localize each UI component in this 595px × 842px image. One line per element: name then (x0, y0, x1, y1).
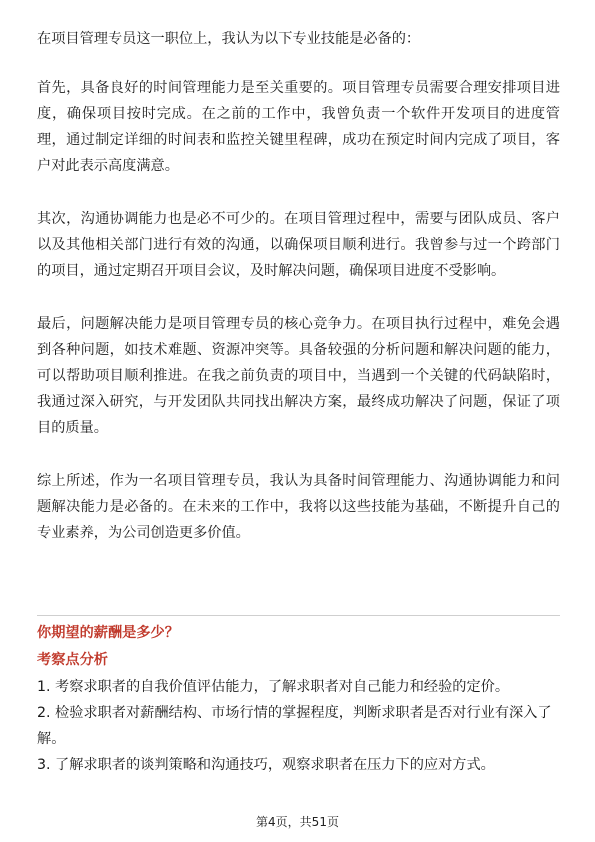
question-section (37, 621, 560, 778)
analysis-heading: 考察点分析 (37, 652, 108, 668)
paragraph-communication: 其次，沟通协调能力也是必不可少的。在项目管理过程中，需要与团队成员、客户以及其他相关部门进行有效的沟通，以确保项目顺利进行。我曾参与过一个跨部门的项目，通过定期召开项目会议，及时解决问题，确保项目进度不受影响。 (37, 211, 560, 279)
question-heading: 你期望的薪酬是多少？ (37, 625, 179, 641)
paragraph-time-management: 首先，具备良好的时间管理能力是至关重要的。项目管理专员需要合理安排项目进度，确保项目按时完成。在之前的工作中，我曾负责一个软件开发项目的进度管理，通过制定详细的时间表和监控关键里程碑，成功在预定时间内完成了项目，客户对此表示高度满意。 (37, 80, 560, 174)
paragraph-problem-solving: 最后，问题解决能力是项目管理专员的核心竞争力。在项目执行过程中，难免会遇到各种问题，如技术难题、资源冲突等。具备较强的分析问题和解决问题的能力，可以帮助项目顺利推进。在我之前负责的项目中，当遇到一个关键的代码缺陷时，我通过深入研究，与开发团队共同找出解决方案，最终成功解决了问题，保证了项目的质量。 (37, 316, 560, 436)
intro-text: 在项目管理专员这一职位上，我认为以下专业技能是必备的： (37, 31, 421, 47)
analysis-item: 3. 了解求职者的谈判策略和沟通技巧，观察求职者在压力下的应对方式。 (37, 757, 495, 773)
answer-body (37, 26, 560, 546)
analysis-item: 2. 检验求职者对薪酬结构、市场行情的掌握程度，判断求职者是否对行业有深入了解。 (37, 705, 552, 747)
page-number: 第4页，共51页 (256, 815, 339, 829)
analysis-item: 1. 考察求职者的自我价值评估能力，了解求职者对自己能力和经验的定价。 (37, 679, 510, 695)
section-divider (37, 615, 560, 616)
paragraph-summary: 综上所述，作为一名项目管理专员，我认为具备时间管理能力、沟通协调能力和问题解决能力是必备的。在未来的工作中，我将以这些技能为基础，不断提升自己的专业素养，为公司创造更多价值。 (37, 473, 560, 541)
